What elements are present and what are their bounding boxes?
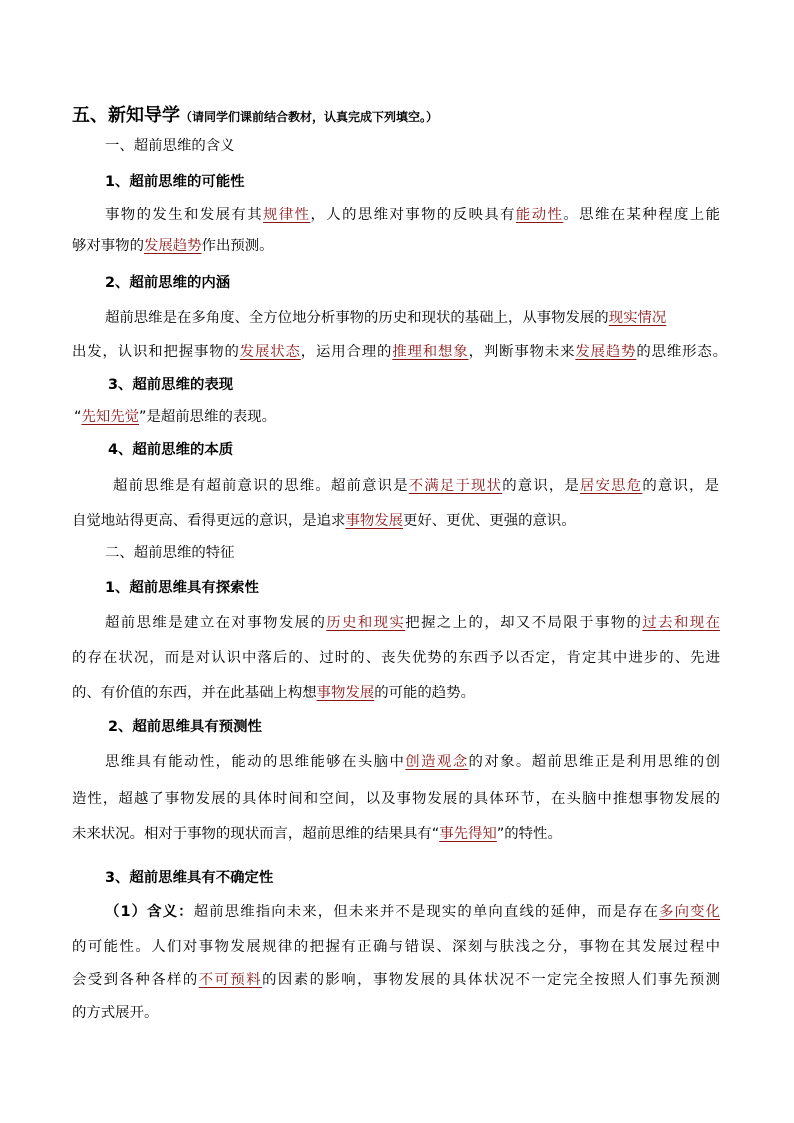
answer-blank: 先知先觉	[81, 409, 140, 425]
answer-blank: 现实情况	[608, 310, 667, 326]
p2s2-line3: 未来状况。相对于事物的现状而言，超前思维的结果具有“事先得知”的特性。	[72, 826, 562, 842]
p1s2-line2: 出发，认识和把握事物的发展状态，运用合理的推理和想象，判断事物未来发展趋势的思维形态。	[72, 344, 727, 360]
p1s4-line2: 自觉地站得更高、看得更远的意识，是追求事物发展更好、更优、更强的意识。	[72, 513, 576, 529]
p2s1-heading: 1、超前思维具有探索性	[105, 580, 259, 596]
p1s4-line1: 超前思维是有超前意识的思维。超前意识是不满足于现状的意识，是居安思危的意识，是	[113, 478, 719, 494]
section-title-main: 五、新知导学	[72, 105, 180, 126]
answer-blank: 不可预料	[198, 972, 263, 988]
p2s1-line3: 的、有价值的东西，并在此基础上构想事物发展的可能的趋势。	[72, 685, 475, 701]
p2s2-line1: 思维具有能动性，能动的思维能够在头脑中创造观念的对象。超前思维正是利用思维的创	[105, 754, 720, 770]
answer-blank: 事物发展	[316, 685, 375, 701]
answer-blank: 发展状态	[239, 344, 301, 360]
p2s2-heading: 2、超前思维具有预测性	[108, 719, 262, 735]
p1s3-heading: 3、超前思维的表现	[108, 377, 234, 393]
p1s1-line1: 事物的发生和发展有其规律性，人的思维对事物的反映具有能动性。思维在某种程度上能	[105, 207, 720, 223]
answer-blank: 发展趋势	[143, 238, 202, 254]
answer-blank: 历史和现实	[326, 615, 406, 631]
answer-blank: 过去和现在	[642, 615, 720, 631]
answer-blank: 不满足于现状	[408, 478, 503, 494]
answer-blank: 事物发展	[345, 513, 404, 529]
answer-blank: 推理和想象	[392, 344, 469, 360]
answer-blank: 规律性	[263, 207, 311, 223]
p2s1-line1: 超前思维是建立在对事物发展的历史和现实把握之上的，却又不局限于事物的过去和现在	[105, 615, 720, 631]
answer-blank: 多向变化	[659, 904, 720, 920]
p2s3-line4: 的方式展开。	[72, 1005, 159, 1021]
part1-heading: 一、超前思维的含义	[105, 138, 235, 154]
section-title	[72, 106, 438, 127]
answer-blank: 发展趋势	[575, 344, 637, 360]
answer-blank: 创造观念	[405, 754, 469, 770]
answer-blank: 事先得知	[439, 826, 497, 842]
answer-blank: 能动性	[515, 207, 564, 223]
p2s3-line3: 会受到各种各样的不可预料的因素的影响，事物发展的具体状况不一定完全按照人们事先预测	[72, 972, 720, 988]
p2s1-line2: 的存在状况，而是对认识中落后的、过时的、丧失优势的东西予以否定，肯定其中进步的、先进	[72, 650, 720, 666]
p1s1-heading: 1、超前思维的可能性	[105, 174, 245, 190]
p2s3-line2: 的可能性。人们对事物发展规律的把握有正确与错误、深刻与肤浅之分，事物在其发展过程中	[72, 939, 720, 955]
p2s3-heading: 3、超前思维具有不确定性	[105, 870, 274, 886]
p1s3-line1: “先知先觉”是超前思维的表现。	[74, 409, 277, 425]
p2s3-line1: （1）含义：超前思维指向未来，但未来并不是现实的单向直线的延伸，而是存在多向变化	[105, 904, 720, 920]
p1s2-line1: 超前思维是在多角度、全方位地分析事物的历史和现状的基础上，从事物发展的现实情况	[105, 310, 667, 326]
p1s4-heading: 4、超前思维的本质	[108, 442, 234, 458]
p1s1-line2: 够对事物的发展趋势作出预测。	[72, 238, 274, 254]
answer-blank: 居安思危	[580, 478, 643, 494]
definition-label: （1）含义：	[105, 904, 194, 920]
part2-heading: 二、超前思维的特征	[105, 545, 235, 561]
section-title-note: （请同学们课前结合教材，认真完成下列填空。）	[180, 110, 439, 124]
p1s2-heading: 2、超前思维的内涵	[105, 275, 231, 291]
p2s2-line2: 造性，超越了事物发展的具体时间和空间，以及事物发展的具体环节，在头脑中推想事物发展的	[72, 791, 720, 807]
